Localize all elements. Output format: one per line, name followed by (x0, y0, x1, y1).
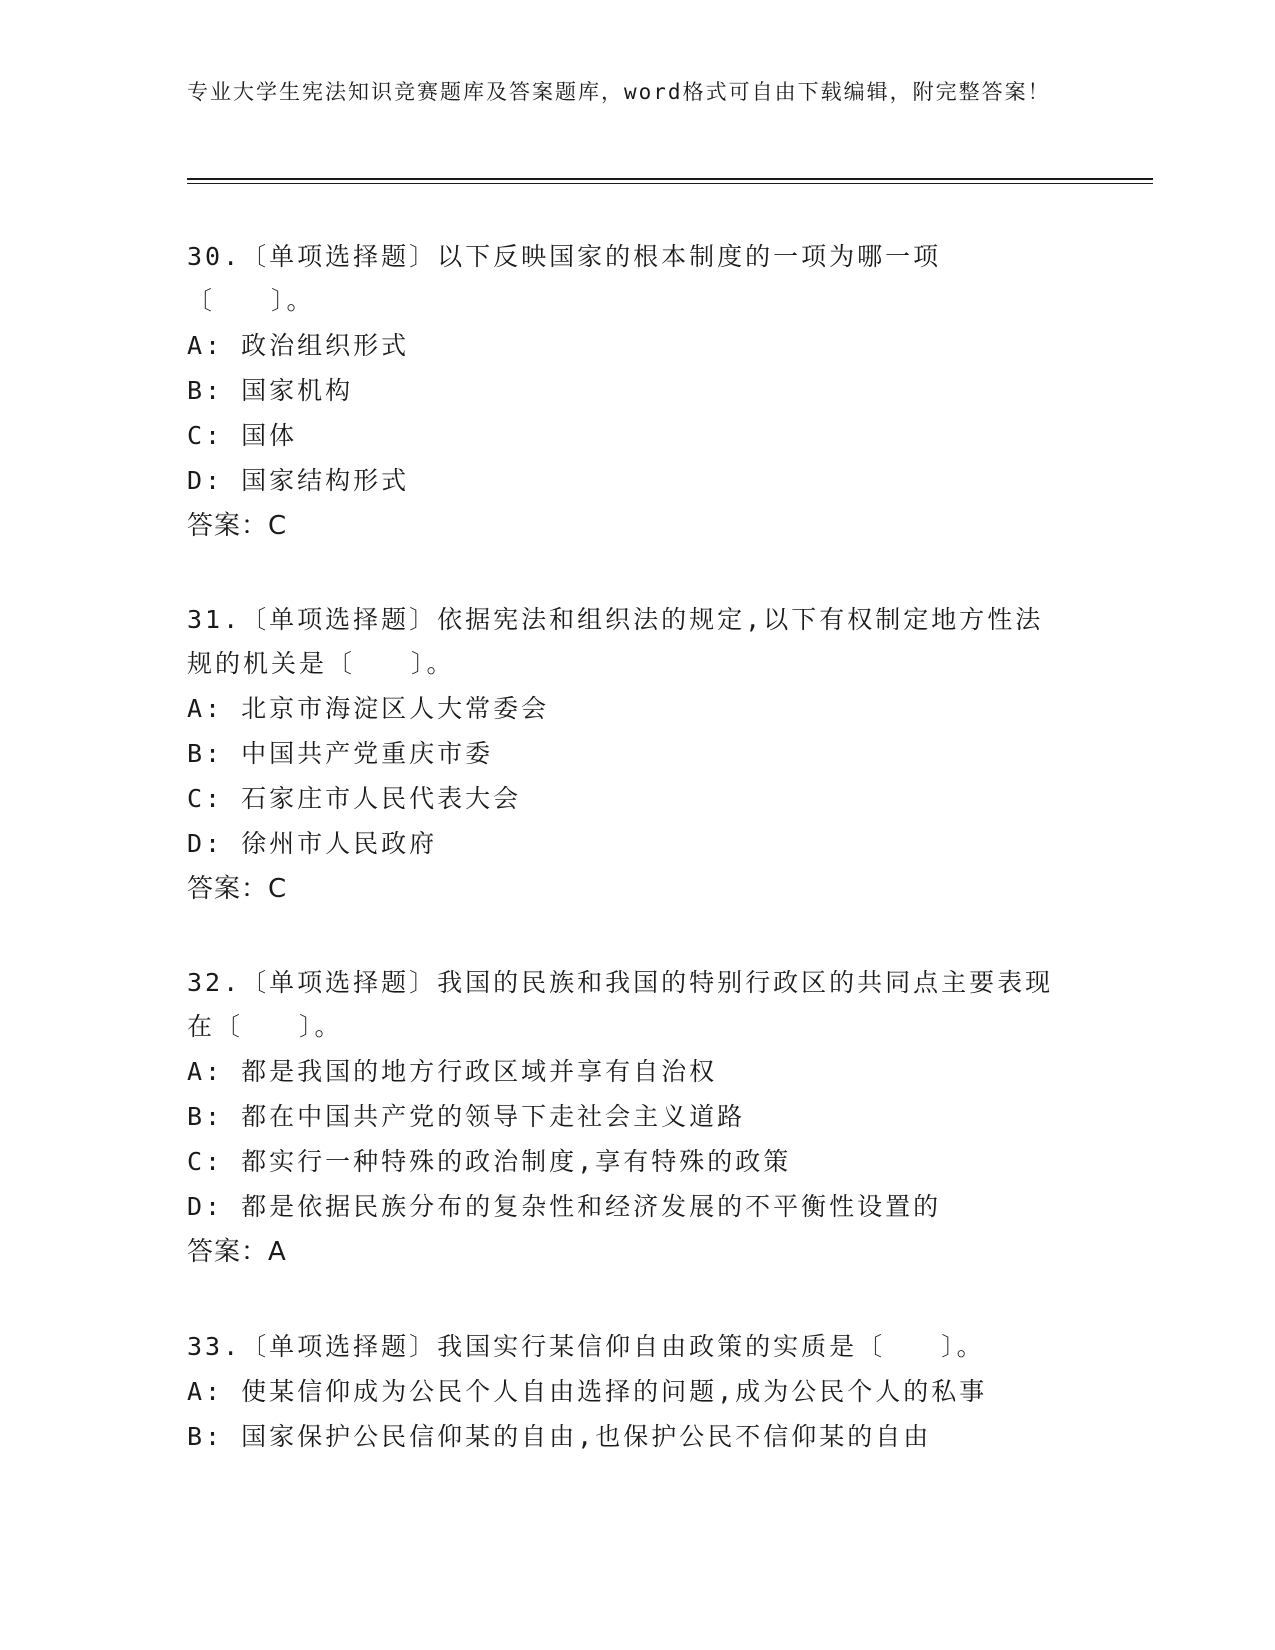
option-a: A: 使某信仰成为公民个人自由选择的问题,成为公民个人的私事 (187, 1377, 988, 1406)
question-stem: 30.〔单项选择题〕以下反映国家的根本制度的一项为哪一项〔 〕。 (187, 242, 942, 315)
question-33 (187, 1325, 1067, 1459)
option-b: B: 中国共产党重庆市委 (187, 739, 494, 768)
option-b: B: 都在中国共产党的领导下走社会主义道路 (187, 1102, 746, 1131)
option-d: D: 都是依据民族分布的复杂性和经济发展的不平衡性设置的 (187, 1192, 942, 1221)
question-31 (187, 598, 1067, 912)
option-a: A: 都是我国的地方行政区域并享有自治权 (187, 1057, 718, 1086)
question-stem: 32.〔单项选择题〕我国的民族和我国的特别行政区的共同点主要表现在〔 〕。 (187, 968, 1054, 1041)
option-d: D: 徐州市人民政府 (187, 829, 438, 858)
question-32 (187, 961, 1067, 1275)
answer: 答案：C (187, 874, 288, 904)
option-b: B: 国家机构 (187, 376, 354, 405)
option-a: A: 北京市海淀区人大常委会 (187, 694, 550, 723)
option-c: C: 都实行一种特殊的政治制度,享有特殊的政策 (187, 1147, 792, 1176)
option-d: D: 国家结构形式 (187, 466, 410, 495)
option-a: A: 政治组织形式 (187, 331, 410, 360)
question-stem: 33.〔单项选择题〕我国实行某信仰自由政策的实质是〔 〕。 (187, 1332, 985, 1361)
question-30 (187, 235, 1067, 549)
answer: 答案：A (187, 1237, 287, 1267)
option-b: B: 国家保护公民信仰某的自由,也保护公民不信仰某的自由 (187, 1422, 932, 1451)
question-stem: 31.〔单项选择题〕依据宪法和组织法的规定,以下有权制定地方性法规的机关是〔 〕。 (187, 605, 1044, 678)
answer: 答案：C (187, 511, 288, 541)
document-header: 专业大学生宪法知识竞赛题库及答案题库，word格式可自由下载编辑，附完整答案！ (187, 80, 1051, 104)
header-divider (187, 178, 1153, 180)
header-divider-thin (187, 183, 1153, 184)
option-c: C: 国体 (187, 421, 298, 450)
option-c: C: 石家庄市人民代表大会 (187, 784, 522, 813)
